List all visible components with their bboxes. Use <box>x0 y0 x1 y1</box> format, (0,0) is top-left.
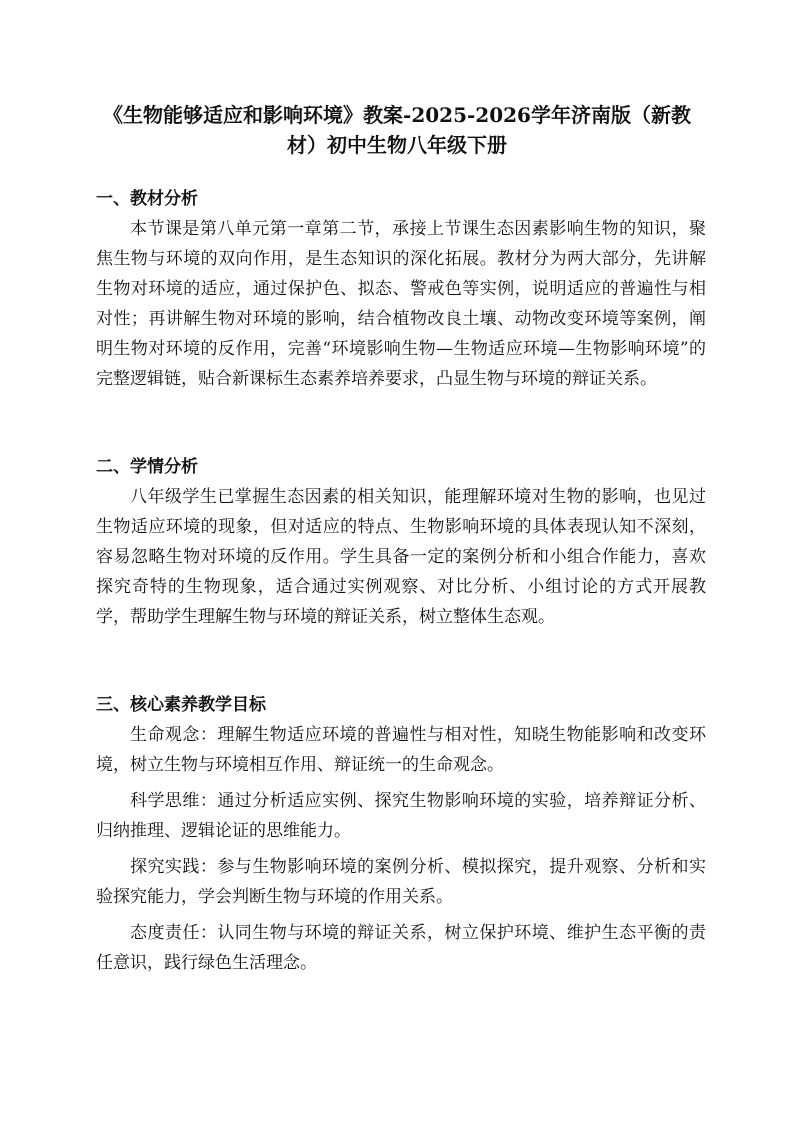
goal-scientific-thinking: 科学思维：通过分析适应实例、探究生物影响环境的实验，培养辩证分析、归纳推理、逻辑论证的思维能力。 <box>96 791 706 841</box>
section-learner-analysis <box>96 452 706 632</box>
paragraph: 八年级学生已掌握生态因素的相关知识，能理解环境对生物的影响，也见过生物适应环境的现象，但对适应的特点、生物影响环境的具体表现认知不深刻，容易忽略生物对环境的反作用。学生具备一定的案例分析和小组合作能力，喜欢探究奇特的生物现象，适合通过实例观察、对比分析、小组讨论的方式开展教学，帮助学生理解生物与环境的辩证关系，树立整体生态观。 <box>96 487 706 627</box>
goal-life-concept: 生命观念：理解生物适应环境的普遍性与相对性，知晓生物能影响和改变环境，树立生物与环境相互作用、辩证统一的生命观念。 <box>96 725 706 775</box>
document-title: 《生物能够适应和影响环境》教案-2025-2026学年济南版（新教材）初中生物八年级下册 <box>103 103 691 157</box>
section-textbook-analysis <box>96 184 706 394</box>
section-core-literacy-goals <box>96 690 706 978</box>
goal-attitude-responsibility: 态度责任：认同生物与环境的辩证关系，树立保护环境、维护生态平衡的责任意识，践行绿色生活理念。 <box>96 923 706 973</box>
paragraph: 本节课是第八单元第一章第二节，承接上节课生态因素影响生物的知识，聚焦生物与环境的双向作用，是生态知识的深化拓展。教材分为两大部分，先讲解生物对环境的适应，通过保护色、拟态、警戒色等实例，说明适应的普遍性与相对性；再讲解生物对环境的影响，结合植物改良土壤、动物改变环境等案例，阐明生物对环境的反作用，完善“环境影响生物—生物适应环境—生物影响环境”的完整逻辑链，贴合新课标生态素养培养要求，凸显生物与环境的辩证关系。 <box>96 219 706 389</box>
section-heading: 三、核心素养教学目标 <box>96 695 266 715</box>
goal-inquiry-practice: 探究实践：参与生物影响环境的案例分析、模拟探究，提升观察、分析和实验探究能力，学会判断生物与环境的作用关系。 <box>96 857 706 907</box>
section-heading: 二、学情分析 <box>96 457 198 477</box>
section-heading: 一、教材分析 <box>96 189 198 209</box>
